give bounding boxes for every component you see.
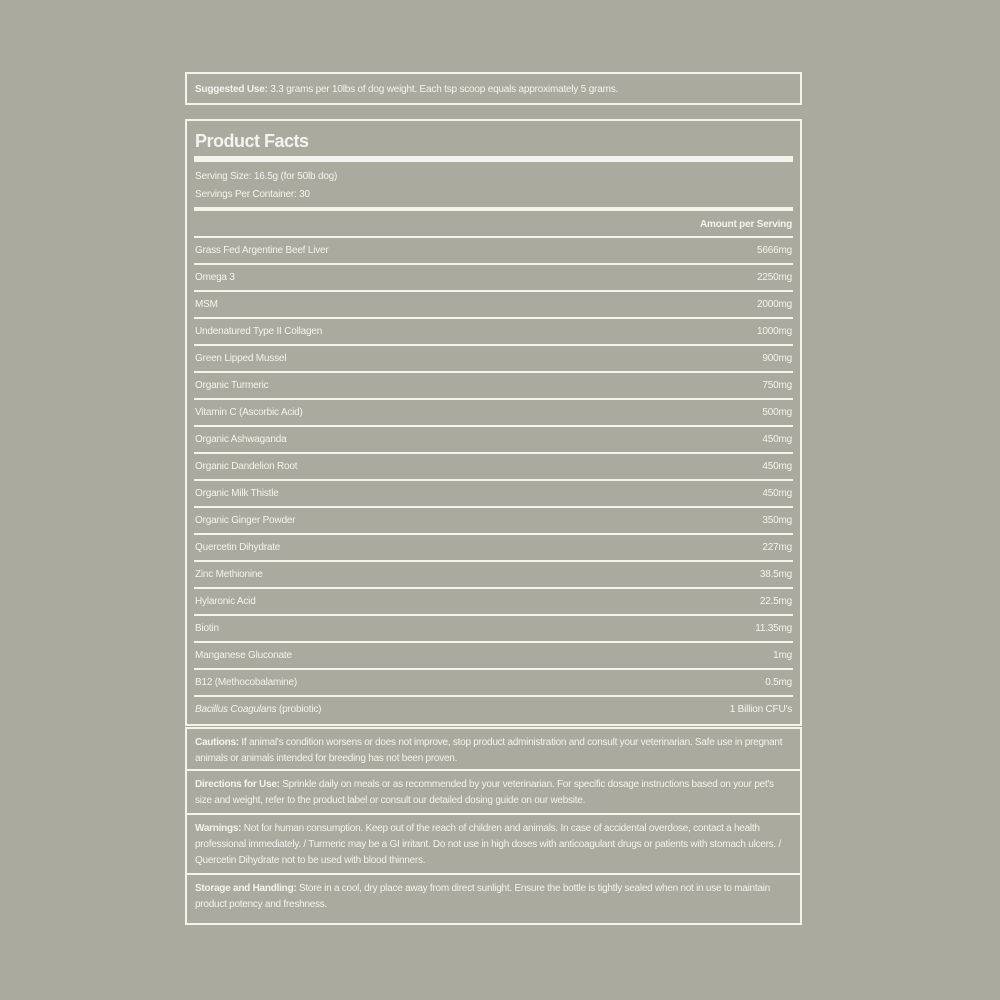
ingredient-amount: 450mg (762, 434, 792, 445)
storage-text: Storage and Handling: Store in a cool, dry place away from direct sunlight. Ensure the bottle is tightly sealed when not in use to maintain product potency and freshness. (195, 883, 770, 910)
ingredient-row (194, 533, 793, 560)
ingredient-amount: 750mg (762, 380, 792, 391)
ingredient-name: Organic Ashwaganda (195, 434, 287, 445)
ingredient-name: MSM (195, 299, 218, 310)
ingredient-row (194, 695, 793, 722)
ingredient-row (194, 263, 793, 290)
ingredient-amount: 2250mg (757, 272, 792, 283)
ingredient-row (194, 398, 793, 425)
ingredient-row (194, 452, 793, 479)
amount-per-serving-header: Amount per Serving (700, 219, 792, 230)
ingredient-name: Biotin (195, 623, 219, 634)
ingredient-amount: 0.5mg (765, 677, 792, 688)
ingredient-name: Organic Ginger Powder (195, 515, 296, 526)
ingredient-row (194, 641, 793, 668)
cautions-text: Cautions: If animal's condition worsens or does not improve, stop product administration and consult your veterinarian. Safe use in pregnant animals or animals intended for breeding has not been proven. (195, 737, 783, 764)
ingredient-amount: 227mg (762, 542, 792, 553)
ingredient-name: Zinc Methionine (195, 569, 263, 580)
ingredient-name: Organic Turmeric (195, 380, 269, 391)
ingredient-row (194, 371, 793, 398)
suggested-use-text: Suggested Use: 3.3 grams per 10lbs of dog weight. Each tsp scoop equals approximately 5 grams. (195, 84, 619, 95)
thick-divider (194, 156, 793, 162)
directions-label: Directions for Use: (195, 779, 280, 790)
ingredient-amount: 450mg (762, 488, 792, 499)
ingredient-amount: 350mg (762, 515, 792, 526)
ingredient-row (194, 317, 793, 344)
product-facts-panel (185, 119, 802, 726)
ingredient-name: Grass Fed Argentine Beef Liver (195, 245, 329, 256)
ingredient-name: Vitamin C (Ascorbic Acid) (195, 407, 303, 418)
ingredient-name: Quercetin Dihydrate (195, 542, 281, 553)
directions-box (185, 771, 802, 815)
ingredient-amount: 500mg (762, 407, 792, 418)
storage-label: Storage and Handling: (195, 883, 297, 894)
medium-divider (194, 207, 793, 211)
cautions-box (185, 727, 802, 771)
ingredient-amount: 11.35mg (755, 623, 792, 634)
cautions-label: Cautions: (195, 737, 239, 748)
product-facts-title: Product Facts (195, 131, 309, 151)
ingredient-name: Organic Milk Thistle (195, 488, 279, 499)
ingredient-amount: 38.5mg (759, 569, 792, 580)
serving-size: Serving Size: 16.5g (for 50lb dog) (195, 171, 338, 182)
warnings-box (185, 815, 802, 875)
ingredient-name: Undenatured Type II Collagen (195, 326, 323, 337)
ingredient-row (194, 344, 793, 371)
ingredient-row (194, 614, 793, 641)
servings-per-container: Servings Per Container: 30 (195, 189, 310, 200)
ingredient-row (194, 290, 793, 317)
ingredient-amount: 1 Billion CFU's (729, 704, 792, 715)
ingredient-name: Hylaronic Acid (195, 596, 256, 607)
ingredient-amount: 1mg (773, 650, 792, 661)
ingredient-amount: 450mg (762, 461, 792, 472)
ingredient-name: (probiotic) (276, 704, 322, 715)
suggested-use-box (185, 72, 802, 105)
suggested-use-label: Suggested Use: (195, 84, 268, 95)
ingredient-row (194, 587, 793, 614)
ingredient-amount: 900mg (762, 353, 792, 364)
ingredient-name-italic: Bacillus Coagulans (195, 704, 277, 715)
directions-text: Directions for Use: Sprinkle daily on meals or as recommended by your veterinarian. For specific dosage instructions based on your pet's size and weight, refer to the product label or consult our detailed dosing guide on our website. (195, 779, 774, 806)
ingredient-list (194, 236, 793, 722)
ingredient-name: Manganese Gluconate (195, 650, 292, 661)
ingredient-row (194, 425, 793, 452)
ingredient-row (194, 236, 793, 263)
ingredient-amount: 2000mg (757, 299, 792, 310)
ingredient-row (194, 560, 793, 587)
ingredient-row (194, 479, 793, 506)
storage-box (185, 875, 802, 925)
ingredient-name: Green Lipped Mussel (195, 353, 287, 364)
ingredient-name: Omega 3 (195, 272, 235, 283)
ingredient-amount: 1000mg (757, 326, 792, 337)
warnings-text: Warnings: Not for human consumption. Keep out of the reach of children and animals. In case of accidental overdose, contact a health professional immediately. / Turmeric may be a GI irritant. Do not use in high doses with anticoagulant drugs or patients with stomach ulcers. / Quercetin Dihydrate not to be used with blood thinners. (195, 823, 782, 866)
ingredient-row (194, 506, 793, 533)
ingredient-name: Organic Dandelion Root (195, 461, 298, 472)
ingredient-row (194, 668, 793, 695)
ingredient-name-group (195, 704, 321, 715)
warnings-label: Warnings: (195, 823, 242, 834)
ingredient-amount: 22.5mg (759, 596, 792, 607)
ingredient-name: B12 (Methocobalamine) (195, 677, 297, 688)
ingredient-amount: 5666mg (757, 245, 792, 256)
